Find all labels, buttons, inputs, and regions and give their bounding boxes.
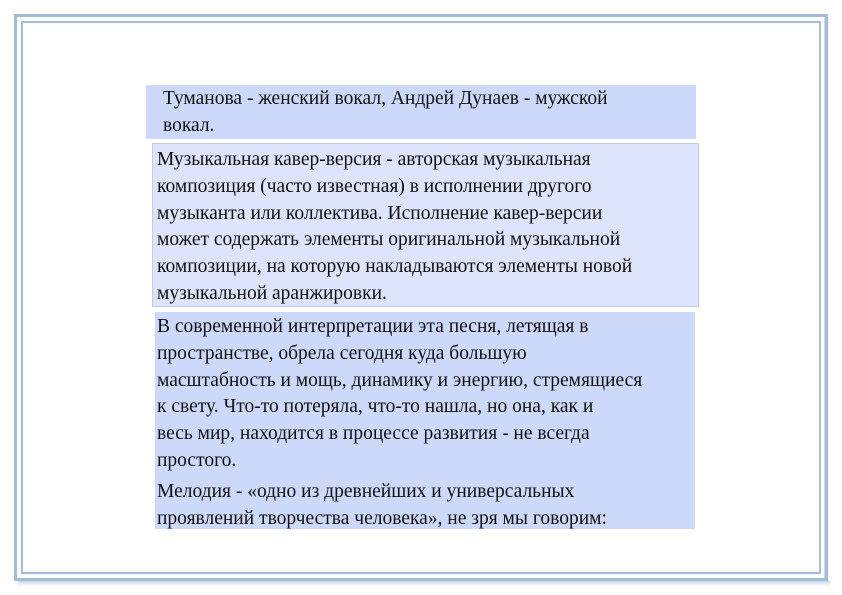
interpretation-paragraph-1: В современной интерпретации эта песня, летящая в пространстве, обрела сегодня куда большую масштабность и мощь, динамику и энергию, стремящиеся к свету. Что-то потеряла, что-то нашла, но она, как и весь мир, находится в процессе развития - не всегда простого. bbox=[157, 316, 643, 471]
frame-shadow-bottom bbox=[18, 581, 830, 586]
paragraph-gap bbox=[157, 475, 693, 479]
vocals-text-block: Туманова - женский вокал, Андрей Дунаев - мужской вокал. bbox=[146, 85, 696, 139]
interpretation-text-block bbox=[155, 312, 695, 529]
melody-paragraph: Мелодия - «одно из древнейших и универсальных проявлений творчества человека», не зря мы говорим: bbox=[157, 480, 607, 529]
cover-version-definition-block: Музыкальная кавер-версия - авторская музыкальная композиция (часто известная) в исполнении другого музыканта или коллектива. Исполнение кавер-версии может содержать элементы оригинальной музыкальной композиции, на которую накладываются элементы новой музыкальной аранжировки. bbox=[152, 143, 699, 307]
